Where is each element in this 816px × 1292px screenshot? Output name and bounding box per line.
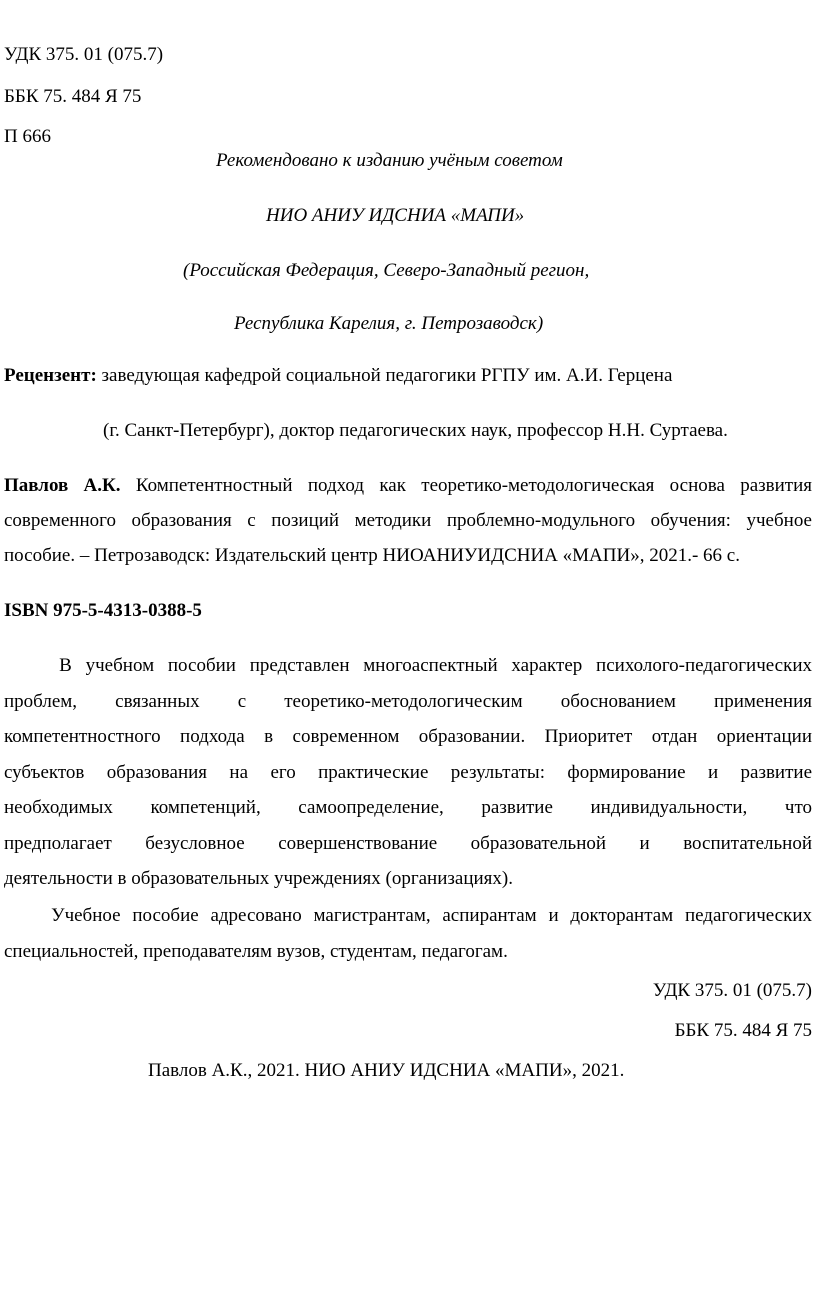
citation-block [4,468,812,573]
reviewer-line-2: (г. Санкт-Петербург), доктор педагогических наук, профессор Н.Н. Суртаева. [103,420,728,441]
reviewer-position: заведующая кафедрой социальной педагогики РГПУ им. А.И. Герцена [96,365,673,386]
abstract-p1-line-6: предполагает безусловное совершенствование образовательной и воспитательной [4,832,812,854]
footer-udk-code: УДК 375. 01 (075.7) [652,980,812,1001]
author-mark-code: П 666 [4,126,51,147]
abstract-paragraph-1 [4,648,812,897]
udk-code: УДК 375. 01 (075.7) [4,44,164,65]
abstract-p1-line-4: субъектов образования на его практические результаты: формирование и развитие [4,761,812,783]
citation-author: Павлов А.К. [4,475,121,496]
abstract-p1-line-2: проблем, связанных с теоретико-методологическим обоснованием применения [4,690,812,712]
citation-line-3: пособие. – Петрозаводск: Издательский центр НИОАНИУИДСНИА «МАПИ», 2021.- 66 с. [4,545,740,566]
isbn: ISBN 975-5-4313-0388-5 [4,600,202,621]
abstract-p1-line-7: деятельности в образовательных учреждениях (организациях). [4,868,513,889]
bbk-code: ББК 75. 484 Я 75 [4,86,142,107]
reviewer-label: Рецензент: [4,365,97,386]
abstract-p1-line-1: В учебном пособии представлен многоаспектный характер психолого-педагогических [4,655,812,676]
recommendation-line-1: Рекомендовано к изданию учёным советом [216,150,563,171]
recommendation-line-2: НИО АНИУ ИДСНИА «МАПИ» [266,205,525,226]
footer-bbk-code: ББК 75. 484 Я 75 [674,1020,812,1041]
recommendation-line-3: (Российская Федерация, Северо-Западный регион, [183,260,590,281]
citation-line-2: современного образования с позиций методики проблемно-модульного обучения: учебное [4,510,812,531]
copyright-line: Павлов А.К., 2021. НИО АНИУ ИДСНИА «МАПИ», 2021. [148,1060,625,1081]
abstract-p2-line-2: специальностей, преподавателям вузов, студентам, педагогам. [4,940,508,962]
abstract-paragraph-2 [4,898,812,969]
abstract-p2-line-1: Учебное пособие адресовано магистрантам, аспирантам и докторантам педагогических [4,905,812,926]
citation-line-1 [4,468,812,503]
recommendation-line-4: Республика Карелия, г. Петрозаводск) [234,313,544,334]
abstract-p1-line-5: необходимых компетенций, самоопределение, развитие индивидуальности, что [4,797,812,818]
citation-title-start: Компетентностный подход как теоретико-методологическая основа развития [120,475,812,496]
abstract-p1-line-3: компетентностного подхода в современном образовании. Приоритет отдан ориентации [4,726,812,747]
reviewer-line-1 [4,365,672,388]
